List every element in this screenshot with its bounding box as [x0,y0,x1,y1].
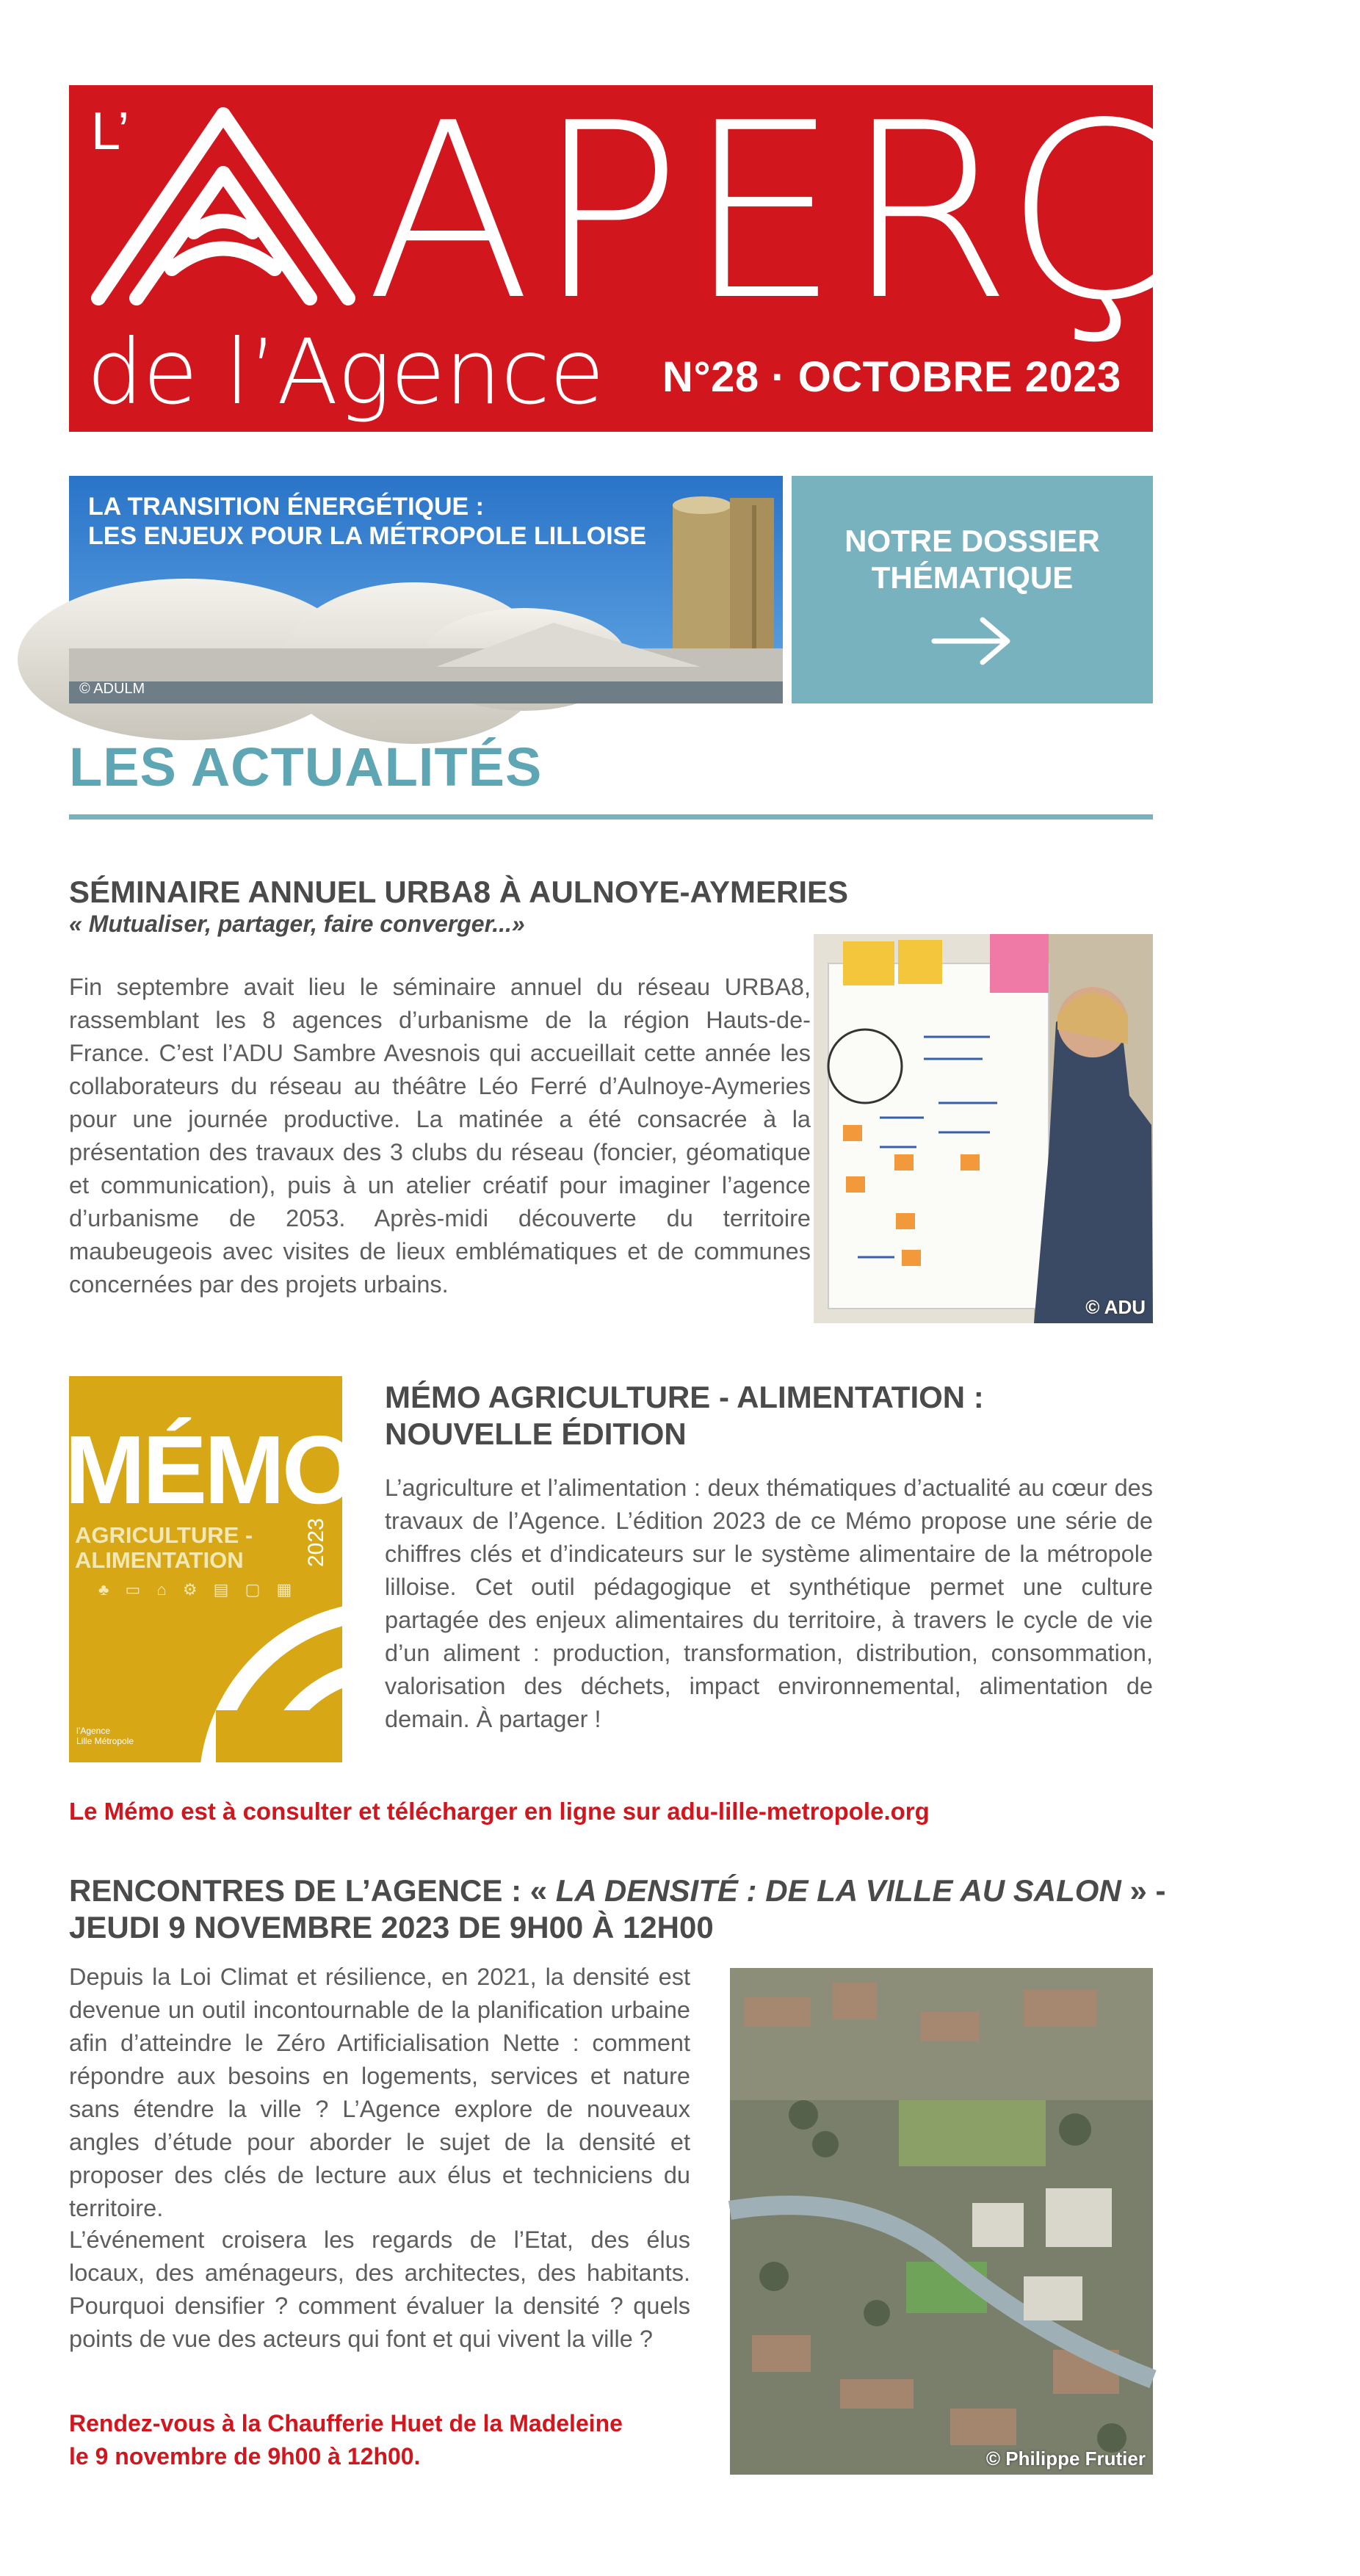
masthead-subtitle: de l’Agence [87,320,604,424]
masthead-l-apostrophe: L’ [91,102,130,161]
article1-title: SÉMINAIRE ANNUEL URBA8 À AULNOYE-AYMERIES [69,875,849,909]
article3-title-line1 [69,1873,1166,1909]
article3-photo-credit: © Philippe Frutier [985,2447,1146,2470]
memo-logo-line2: Lille Métropole [76,1736,134,1746]
dossier-label-line1: NOTRE DOSSIER [844,524,1100,558]
article1-photo-credit: © ADU [1085,1296,1146,1318]
memo-agency-logo [76,1726,134,1746]
article3-title [69,1873,1166,1946]
event-venue-line1: Rendez-vous à la Chaufferie Huet de la Madeleine [69,2410,623,2436]
article3-title-line2: JEUDI 9 NOVEMBRE 2023 DE 9H00 À 12H00 [69,1910,714,1944]
article2-title-line2: NOUVELLE ÉDITION [385,1417,687,1451]
article3-body-paragraph1: Depuis la Loi Climat et résilience, en 2021, la densité est devenue un outil incontournable de la planification urbaine afin d’atteindre le Zéro Artificialisation Nette : comment répondre aux besoins en logements, services et nature sans étendre la ville ? L’Agence explore de nouveaux angles d’étude pour aborder le sujet de la densité et proposer des clés de lecture aux élus et techniciens du territoire. [69,1964,690,2221]
dossier-label-line2: THÉMATIQUE [871,560,1074,595]
banner-title-line1: LA TRANSITION ÉNERGÉTIQUE : [88,493,484,521]
workshop-photo-image [814,934,1153,1323]
food-cycle-icons: ♣ ▭ ⌂ ⚙ ▤ ▢ ▦ [98,1580,298,1599]
memo-cover-subtitle-line1: AGRICULTURE - [75,1522,253,1548]
banner-title [88,492,646,551]
memo-cover-year: 2023 [304,1518,328,1567]
article3-photo [730,1968,1153,2475]
article1-body: Fin septembre avait lieu le séminaire annuel du réseau URBA8, rassemblant les 8 agences d’urbanisme de la région Hauts-de-France. C’est l’ADU Sambre Avesnois qui accueillait cette année les collaborateurs du réseau au théâtre Léo Ferré d’Aulnoye-Aymeries pour une journée productive. La matinée a été consacrée à la présentation des travaux des 3 clubs du réseau (foncier, géomatique et communication), puis à un atelier créatif pour imaginer l’agence d’urbanisme de 2053. Après-midi découverte du territoire maubeugeois avec visites de lieux emblématiques et de communes concernées par des projets urbains. [69,974,811,1298]
article2-title-line1: MÉMO AGRICULTURE - ALIMENTATION : [385,1380,984,1414]
section-title-actualites: LES ACTUALITÉS [69,737,543,797]
memo-logo-line1: l’Agence [76,1726,111,1736]
memo-download-link[interactable]: Le Mémo est à consulter et télécharger en ligne sur adu-lille-metropole.org [69,1798,930,1825]
banner-title-line2: LES ENJEUX POUR LA MÉTROPOLE LILLOISE [88,522,647,550]
aerial-city-photo-image [730,1968,1153,2475]
masthead [69,71,1360,432]
energy-transition-banner[interactable] [69,476,783,703]
event-venue-line2: le 9 novembre de 9h00 à 12h00. [69,2443,421,2470]
dossier-label [792,523,1153,596]
masthead-title: APERÇU [366,71,1360,353]
article2-body: L’agriculture et l’alimentation : deux thématiques d’actualité au cœur des travaux de l’Agence. L’édition 2023 de ce Mémo propose une série de chiffres clés et d’indicateurs sur le système alimentaire de la métropole lilloise. Cet outil pédagogique et synthétique permet une culture partagée des enjeux alimentaires du territoire, à travers le cycle de vie d’un aliment : production, transformation, distribution, consommation, valorisation des déchets, impact environnemental, alimentation de demain. À partager ! [385,1475,1153,1732]
section-divider [69,814,1153,820]
event-venue-note [69,2407,690,2473]
article3-title-part1: RENCONTRES DE L’AGENCE : « [69,1873,556,1908]
article2-title [385,1379,1153,1452]
memo-cover-subtitle-line2: ALIMENTATION [75,1547,244,1573]
article3-body-paragraph2: L’événement croisera les regards de l’Etat, des élus locaux, des aménageurs, des architectes, des habitants. Pourquoi densifier ? comment évaluer la densité ? quels points de vue des acteurs qui font et qui vivent la ville ? [69,2226,690,2352]
memo-cover-image[interactable] [65,1376,355,1762]
article1-subtitle: « Mutualiser, partager, faire converger...» [69,911,525,937]
memo-cover-title: MÉMO [65,1416,355,1524]
article3-title-italic: LA DENSITÉ : DE LA VILLE AU SALON [555,1873,1121,1908]
issue-number: N°28 · OCTOBRE 2023 [662,353,1121,401]
banner-photo-credit: © ADULM [79,681,145,697]
arrow-right-icon [930,615,1015,667]
thematic-dossier-button[interactable] [792,476,1153,703]
article1-photo [814,934,1153,1323]
article3-title-part2: » - [1121,1873,1166,1908]
memo-cover-subtitle [75,1523,253,1573]
